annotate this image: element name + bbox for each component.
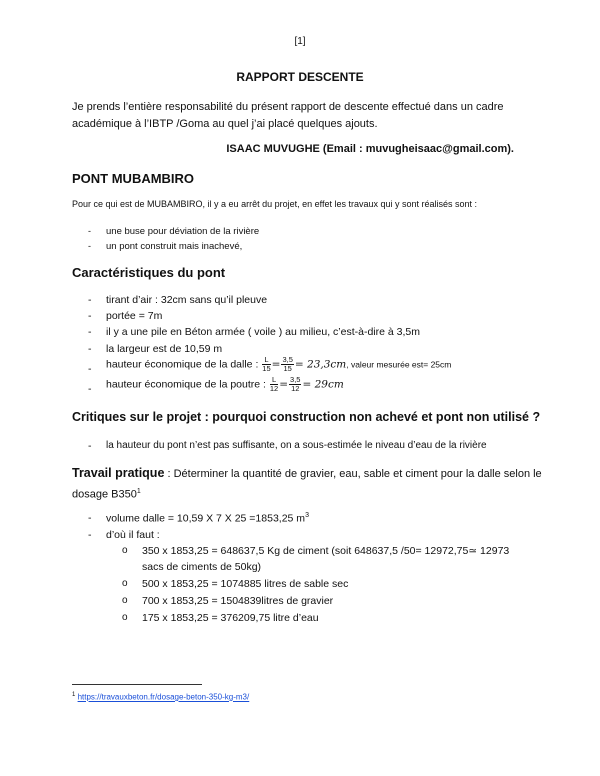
- fraction: $\frac{L}{12}$: [269, 375, 279, 393]
- list-item: portée = 7m: [106, 310, 163, 322]
- sub-item: 700 x 1853,25 = 1504839litres de gravier: [142, 595, 334, 607]
- circle-bullet-icon: o: [122, 545, 128, 556]
- list-bullet: -: [88, 383, 92, 395]
- intro-paragraph: Je prends l’entière responsabilité du présent rapport de descente effectué dans un cadre académique à l’IBTP /Goma au quel j’ai placé quelques ajouts.: [72, 101, 504, 130]
- list-item: la largeur est de 10,59 m: [106, 343, 223, 355]
- list-item: d’où il faut :: [106, 529, 160, 541]
- list-bullet: -: [88, 294, 92, 306]
- sub-item-continuation: sacs de ciments de 50kg): [142, 561, 262, 573]
- footnote: $^1$ https://travauxbeton.fr/dosage-beton-350-kg-m3/: [72, 692, 250, 702]
- fraction: $\frac{L}{15}$: [262, 355, 271, 373]
- list-bullet: -: [88, 241, 91, 251]
- section-heading-caracteristiques: Caractéristiques du pont: [72, 265, 226, 280]
- poutre-label: hauteur économique de la poutre :: [106, 378, 266, 391]
- footnote-divider: [72, 684, 202, 685]
- list-item-dalle: hauteur économique de la dalle : $\frac{L}{15}$ = $\frac{3,5}{15}$ = 23,3cm, valeur mesurée est= 25cm: [106, 355, 452, 373]
- circle-bullet-icon: o: [122, 595, 128, 606]
- poutre-result: = 29cm: [302, 378, 344, 391]
- section-paragraph: Pour ce qui est de MUBAMBIRO, il y a eu arrêt du projet, en effet les travaux qui y sont réalisés sont :: [72, 199, 478, 209]
- circle-bullet-icon: o: [122, 578, 128, 589]
- list-bullet: -: [88, 326, 92, 338]
- dalle-label: hauteur économique de la dalle :: [106, 358, 259, 371]
- list-bullet: -: [88, 440, 92, 452]
- list-bullet: -: [88, 310, 92, 322]
- footnote-ref[interactable]: 1: [136, 488, 141, 495]
- section-heading-critiques: Critiques sur le projet : pourquoi construction non achevé et pont non utilisé ?: [72, 410, 541, 424]
- page-number: [1]: [294, 36, 306, 47]
- dalle-note: , valeur mesurée est= 25cm: [346, 359, 452, 370]
- list-bullet: -: [88, 226, 91, 236]
- sub-item: 175 x 1853,25 = 376209,75 litre d’eau: [142, 612, 319, 624]
- list-item-poutre: hauteur économique de la poutre : $\frac{L}{12}$ = $\frac{3,5}{12}$ = 29cm: [106, 375, 344, 393]
- author-line: ISAAC MUVUGHE (Email : muvugheisaac@gmail.com).: [226, 143, 514, 155]
- section-heading-travail: Travail pratique: [72, 466, 165, 480]
- dalle-result: = 23,3cm: [294, 358, 347, 371]
- sub-item: 350 x 1853,25 = 648637,5 Kg de ciment (soit 648637,5 /50= 12972,75≃ 12973: [142, 545, 510, 557]
- sub-item: 500 x 1853,25 = 1074885 litres de sable sec: [142, 578, 349, 590]
- section-heading-pont: PONT MUBAMBIRO: [72, 171, 195, 186]
- circle-bullet-icon: o: [122, 612, 128, 623]
- list-bullet: -: [88, 512, 92, 524]
- list-item: un pont construit mais inachevé,: [106, 241, 243, 252]
- list-item: il y a une pile en Béton armée ( voile ) au milieu, c’est-à-dire à 3,5m: [106, 326, 420, 338]
- fraction: $\frac{3,5}{12}$: [290, 375, 301, 393]
- footnote-link[interactable]: https://travauxbeton.fr/dosage-beton-350-kg-m3/: [77, 692, 250, 702]
- list-item: tirant d’air : 32cm sans qu’il pleuve: [106, 294, 268, 306]
- list-bullet: -: [88, 529, 92, 541]
- list-item: la hauteur du pont n’est pas suffisante, on a sous-estimée le niveau d’eau de la rivière: [106, 440, 487, 451]
- list-item-volume: volume dalle = 10,59 X 7 X 25 =1853,25 $m^3$: [106, 512, 309, 525]
- list-bullet: -: [88, 343, 92, 355]
- list-item: une buse pour déviation de la rivière: [106, 226, 260, 237]
- report-title: RAPPORT DESCENTE: [236, 70, 364, 84]
- travail-pratique-paragraph: Travail pratique : Déterminer la quantité de gravier, eau, sable et ciment pour la dalle selon le dosage $B350^1$: [72, 466, 542, 501]
- fraction: $\frac{3,5}{15}$: [282, 355, 293, 373]
- list-bullet: -: [88, 363, 92, 375]
